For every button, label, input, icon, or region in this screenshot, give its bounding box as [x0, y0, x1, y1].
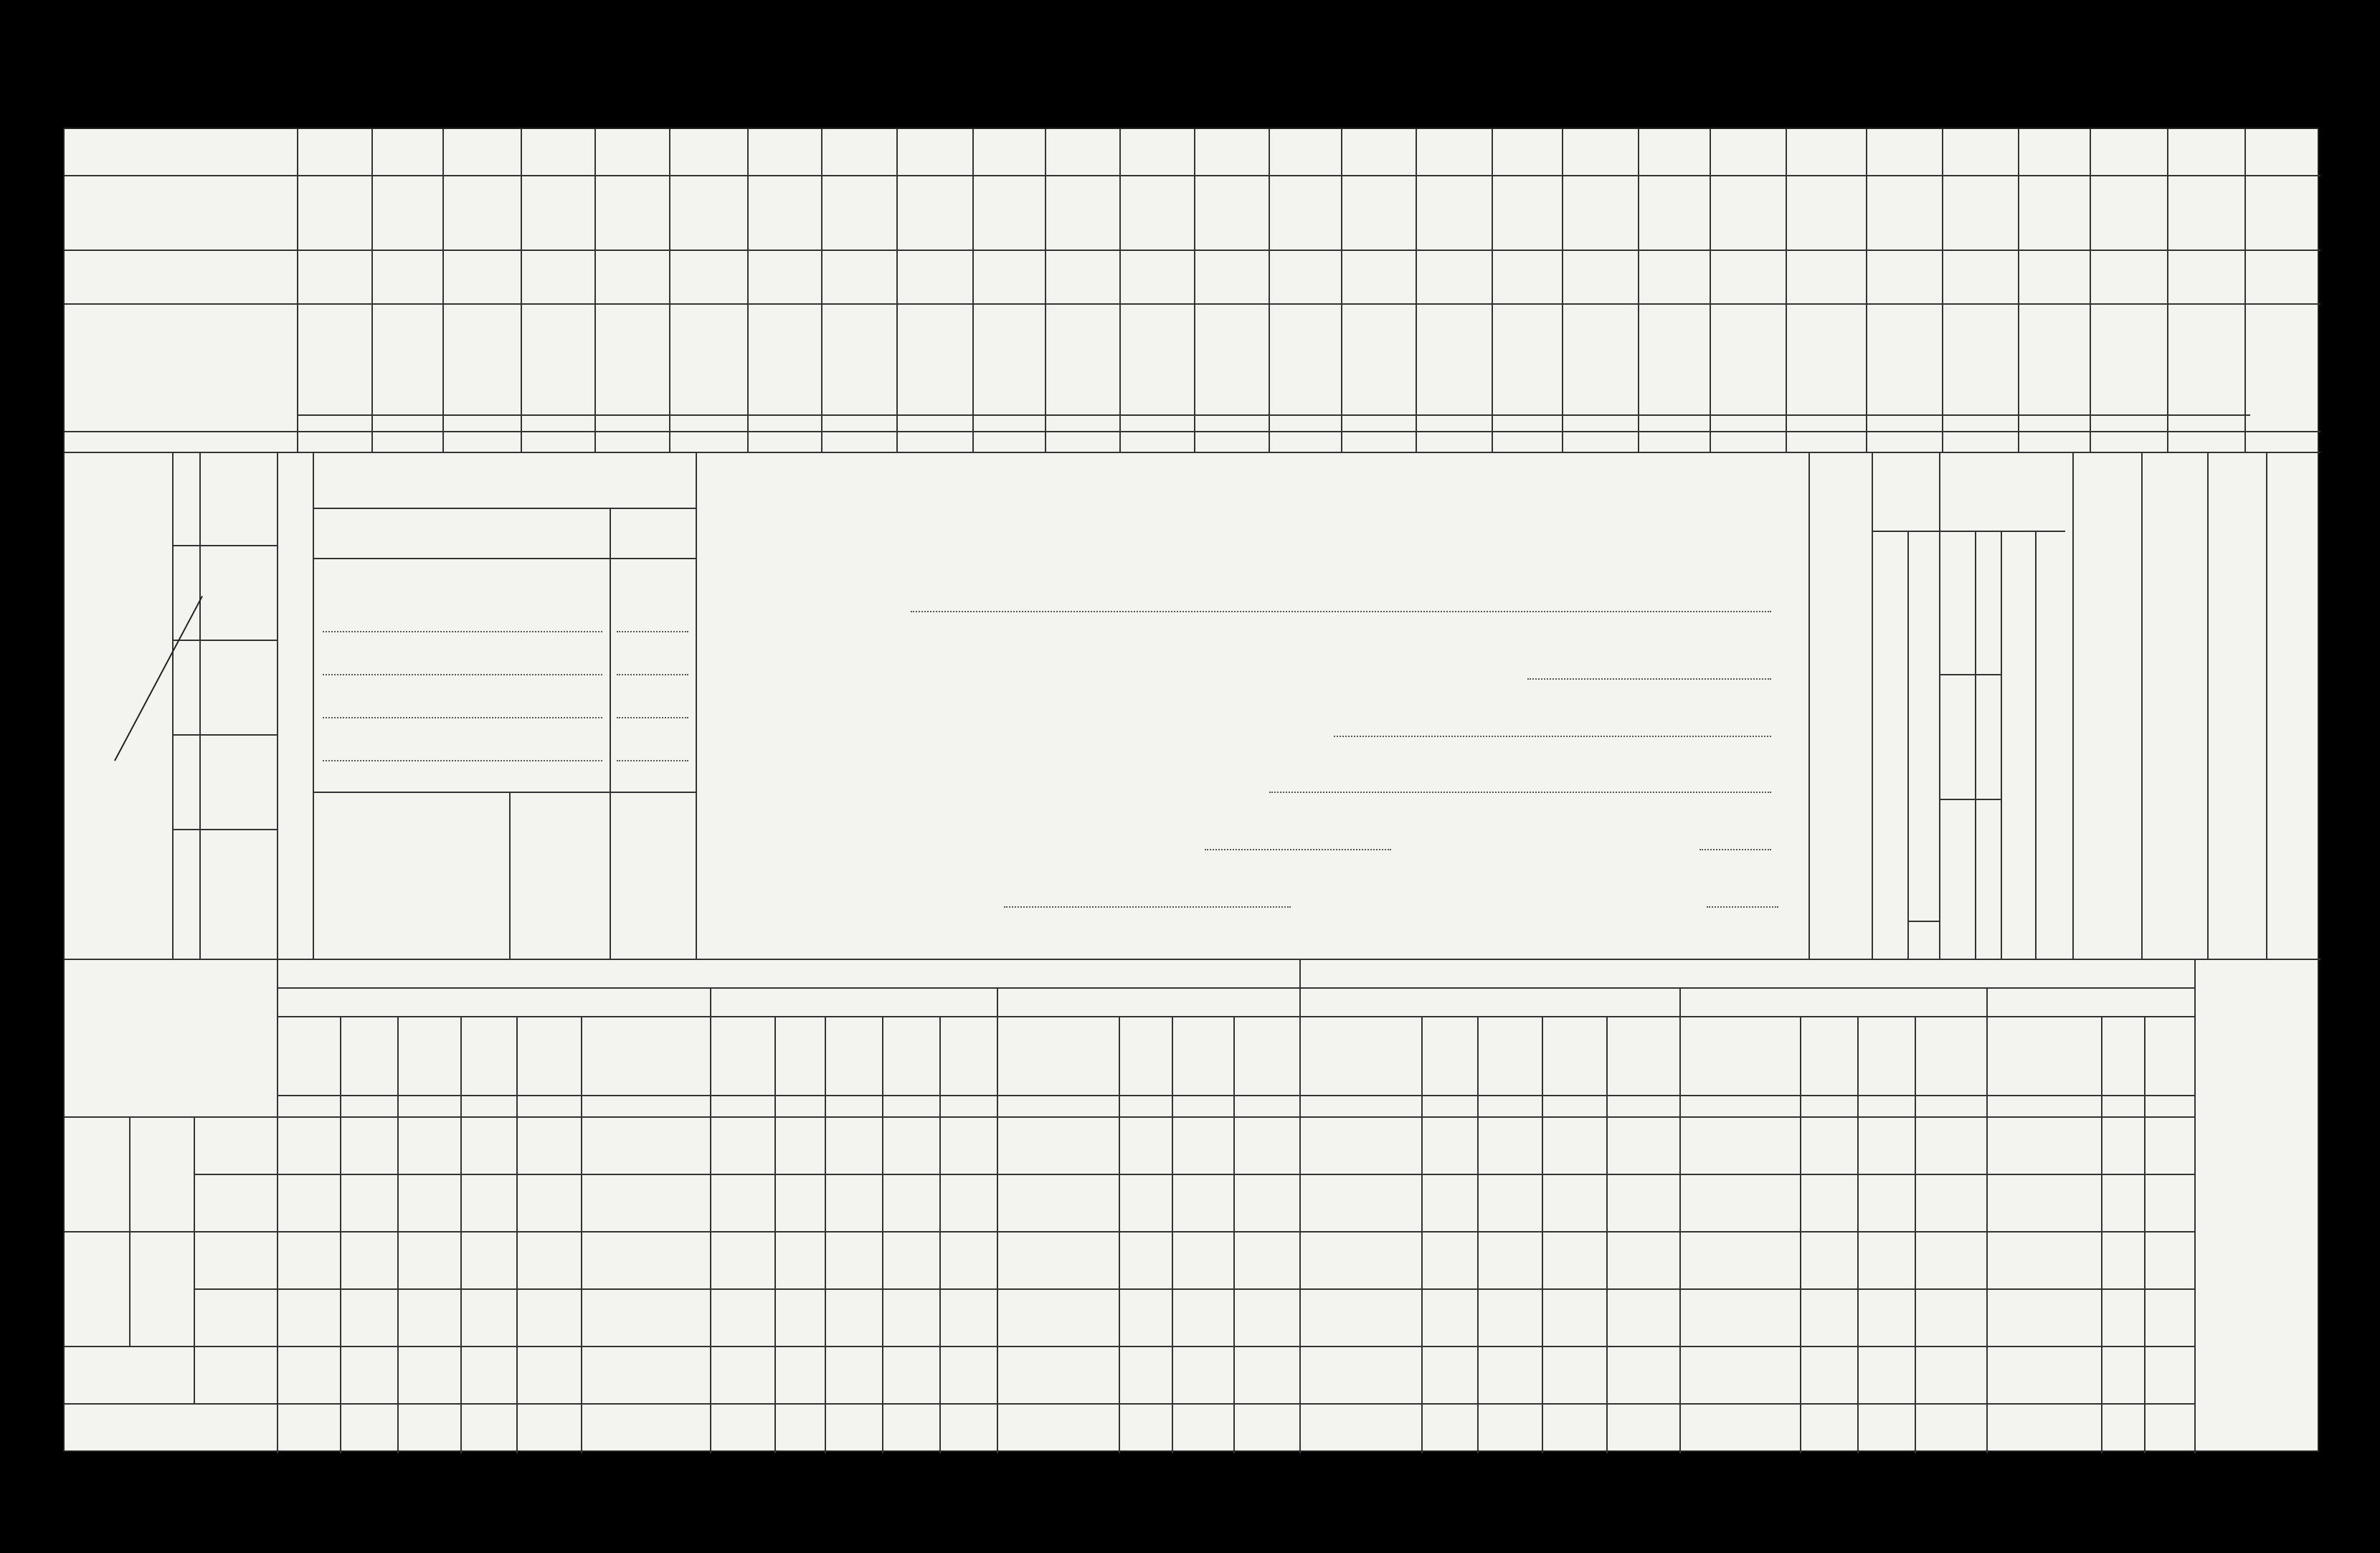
- col-label: [1712, 310, 1783, 410]
- lease-col-za_dengi: [828, 1022, 879, 1091]
- lease-col-kolvo: [343, 1022, 394, 1091]
- col-line: [2194, 959, 2196, 1453]
- lease-col-za_dengi: [519, 1022, 578, 1091]
- col-line: [2072, 452, 2074, 959]
- livestock-label: [202, 552, 274, 632]
- lease-col-za_dengi: [2147, 1022, 2191, 1091]
- col-line: [972, 129, 974, 452]
- col-line: [997, 1016, 998, 1453]
- population-col-top: [2005, 473, 2068, 559]
- col-line: [129, 1116, 131, 1346]
- col-line: [509, 792, 511, 959]
- census-card: [63, 128, 2319, 1452]
- row-line: [313, 558, 696, 559]
- col-label: [672, 310, 744, 410]
- lease-col-srok: [1122, 1022, 1169, 1091]
- col-line: [710, 1016, 711, 1453]
- row-line: [277, 987, 2194, 989]
- obogo-label: [1942, 559, 1971, 645]
- lease-col-kolvo: [1302, 1022, 1418, 1091]
- col-label: [1344, 310, 1413, 410]
- col-line: [1492, 129, 1493, 452]
- col-label: [824, 310, 893, 410]
- population-col-top: [2270, 473, 2316, 559]
- col-line: [2018, 129, 2019, 452]
- col-line: [1942, 129, 1943, 452]
- col-line: [2141, 452, 2143, 959]
- col-line: [340, 1016, 341, 1453]
- row-line: [277, 1016, 2194, 1017]
- population-number: [1978, 810, 1998, 839]
- livestock-label: [202, 836, 274, 951]
- row-line: [65, 1231, 2194, 1233]
- answer-line: [1707, 906, 1778, 908]
- col-line: [1915, 1016, 1916, 1453]
- col-line: [1119, 1016, 1120, 1453]
- answer-line: [911, 611, 1771, 612]
- col-line: [277, 452, 278, 959]
- livestock-number: [174, 552, 198, 632]
- col-label: [300, 310, 369, 410]
- dotted-line: [617, 717, 688, 718]
- row-line: [65, 303, 2320, 305]
- population-col-top: [2211, 473, 2262, 559]
- answer-line: [1004, 906, 1291, 908]
- row-line: [172, 734, 277, 736]
- col-line: [2244, 129, 2246, 452]
- col-label: [1271, 310, 1338, 410]
- col-line: [1808, 452, 1810, 959]
- dotted-line: [323, 631, 602, 632]
- row-line: [172, 545, 277, 546]
- col-label: [2170, 310, 2242, 410]
- col-line: [277, 959, 278, 1453]
- dotted-line: [323, 674, 602, 675]
- col-line: [696, 452, 697, 959]
- dotted-line: [617, 631, 688, 632]
- col-label: [2021, 310, 2087, 410]
- population-number: [1978, 932, 1998, 961]
- col-label: [975, 310, 1042, 410]
- col-line: [1975, 531, 1976, 959]
- col-line: [594, 129, 596, 452]
- row-line: [313, 792, 696, 793]
- row-line: [65, 1403, 2194, 1405]
- row-line: [277, 1095, 2194, 1096]
- population-number: [1978, 746, 1998, 774]
- row-line: [65, 1346, 2194, 1347]
- col-line: [1542, 1016, 1543, 1453]
- row-line: [1907, 921, 1939, 922]
- zhenshchiny-label: [1876, 645, 1905, 760]
- col-label: [1122, 310, 1191, 410]
- muzhchiny-label: [1876, 782, 1905, 925]
- col-line: [747, 129, 749, 452]
- row-line: [65, 1116, 2194, 1118]
- col-label: [1869, 310, 1939, 410]
- lease-col-srok: [2104, 1022, 2141, 1091]
- lease-col-kolvo: [1989, 1022, 2098, 1091]
- col-line: [1299, 1016, 1301, 1453]
- dotted-line: [323, 760, 602, 761]
- col-line: [1194, 129, 1195, 452]
- lease-col-srok: [777, 1022, 822, 1091]
- col-label: [2247, 310, 2316, 410]
- row-line: [172, 829, 277, 830]
- hired-workers-label: [280, 466, 311, 939]
- col-line: [371, 129, 373, 452]
- col-line: [1710, 129, 1711, 452]
- col-label: [1565, 310, 1635, 410]
- col-label: [1641, 310, 1707, 410]
- col-line: [1119, 129, 1121, 452]
- population-col-bottom: [2270, 853, 2316, 946]
- population-number: [1978, 868, 1998, 896]
- population-number: [1978, 674, 1998, 703]
- v-tom-label-z: [1942, 688, 1971, 760]
- livestock-label: [202, 459, 274, 538]
- population-col-bottom: [2146, 853, 2203, 946]
- col-line: [821, 129, 822, 452]
- row-line: [65, 175, 2320, 176]
- col-line: [442, 129, 444, 452]
- lease-col-za_dengi: [1545, 1022, 1603, 1091]
- col-label: [1494, 310, 1559, 410]
- population-col-bottom: [2211, 853, 2262, 946]
- col-line: [1172, 1016, 1173, 1453]
- col-line: [2101, 1016, 2102, 1453]
- col-line: [1606, 1016, 1608, 1453]
- col-line: [1562, 129, 1563, 452]
- col-line: [1269, 129, 1270, 452]
- row-line: [172, 640, 277, 641]
- col-line: [313, 452, 314, 959]
- lease-col-pod_posev: [463, 1022, 513, 1091]
- col-line: [397, 1016, 399, 1453]
- col-line: [194, 1116, 195, 1403]
- answer-line: [1527, 678, 1771, 680]
- col-line: [2167, 129, 2168, 452]
- dotted-line: [617, 760, 688, 761]
- col-line: [825, 1016, 826, 1453]
- col-line: [1800, 1016, 1801, 1453]
- col-label: [523, 310, 592, 410]
- col-line: [516, 1016, 518, 1453]
- vnenadel-label: [77, 1240, 120, 1347]
- col-line: [610, 792, 611, 959]
- col-line: [1416, 129, 1417, 452]
- col-line: [774, 1016, 776, 1453]
- col-line: [1866, 129, 1867, 452]
- dotted-line: [323, 717, 602, 718]
- row-line: [194, 1288, 2194, 1290]
- row-line: [194, 1174, 2194, 1175]
- population-title: [1811, 466, 1869, 939]
- col-line: [1872, 452, 1873, 959]
- row-line: [1939, 799, 2001, 800]
- lease-col-srok: [1803, 1022, 1854, 1091]
- row-line: [65, 250, 2320, 251]
- col-label: [1945, 310, 2015, 410]
- lease-col-pod_posev: [1480, 1022, 1539, 1091]
- dotted-line: [617, 674, 688, 675]
- col-line: [521, 129, 522, 452]
- livestock-number: [174, 647, 198, 727]
- col-line: [2144, 1016, 2146, 1453]
- col-line: [939, 1016, 941, 1453]
- livestock-number: [174, 836, 198, 951]
- population-col-top: [2146, 473, 2203, 559]
- livestock-label: [202, 647, 274, 727]
- population-col-bottom: [2077, 853, 2137, 946]
- lease-col-za_dengi: [1175, 1022, 1231, 1091]
- population-col-bottom: [2005, 853, 2068, 946]
- lease-col-kolvo: [713, 1022, 772, 1091]
- section-line: [65, 452, 2320, 453]
- col-line: [669, 129, 670, 452]
- col-line: [1986, 1016, 1988, 1453]
- col-label: [1048, 310, 1116, 410]
- livestock-number: [174, 459, 198, 538]
- col-label: [597, 310, 666, 410]
- col-line: [1786, 129, 1787, 452]
- col-label: [2092, 310, 2164, 410]
- col-line: [1045, 129, 1046, 452]
- livestock-number: [174, 741, 198, 822]
- col-line: [1233, 1016, 1235, 1453]
- row-line: [297, 414, 2250, 416]
- answer-line: [1269, 792, 1771, 793]
- answer-line: [1205, 849, 1391, 850]
- col-line: [1857, 1016, 1859, 1453]
- lease-col-za_dengi: [1860, 1022, 1912, 1091]
- col-line: [2207, 452, 2209, 959]
- answer-line: [1699, 849, 1771, 850]
- vsego-label-m: [1910, 846, 1936, 911]
- col-line: [2266, 452, 2267, 959]
- col-line: [896, 129, 898, 452]
- col-label: [1418, 310, 1489, 410]
- col-line: [1341, 129, 1342, 452]
- col-line: [581, 1016, 582, 1453]
- answer-line: [1334, 736, 1771, 737]
- col-line: [882, 1016, 883, 1453]
- livestock-label: [202, 741, 274, 822]
- col-label: [1788, 310, 1863, 410]
- lease-col-srok: [1424, 1022, 1474, 1091]
- col-label: [750, 310, 818, 410]
- col-line: [1939, 452, 1940, 959]
- col-line: [297, 129, 298, 452]
- row-line: [313, 508, 696, 509]
- population-col-top: [2077, 473, 2137, 559]
- col-line: [1679, 1016, 1681, 1453]
- v-tom-label-m: [1942, 825, 1971, 896]
- vsego-label-z: [1910, 724, 1936, 789]
- row-line: [65, 431, 2320, 432]
- col-line: [199, 452, 201, 959]
- col-line: [1638, 129, 1639, 452]
- col-label: [899, 310, 969, 410]
- col-line: [2090, 129, 2091, 452]
- lease-col-kolvo: [1000, 1022, 1116, 1091]
- col-line: [1907, 531, 1909, 959]
- col-line: [2001, 531, 2002, 959]
- lease-col-kolvo: [1682, 1022, 1797, 1091]
- col-label: [1197, 310, 1266, 410]
- nadel-label: [77, 1125, 106, 1233]
- col-line: [460, 1016, 462, 1453]
- col-line: [1421, 1016, 1423, 1453]
- col-line: [1477, 1016, 1479, 1453]
- lease-col-srok: [400, 1022, 457, 1091]
